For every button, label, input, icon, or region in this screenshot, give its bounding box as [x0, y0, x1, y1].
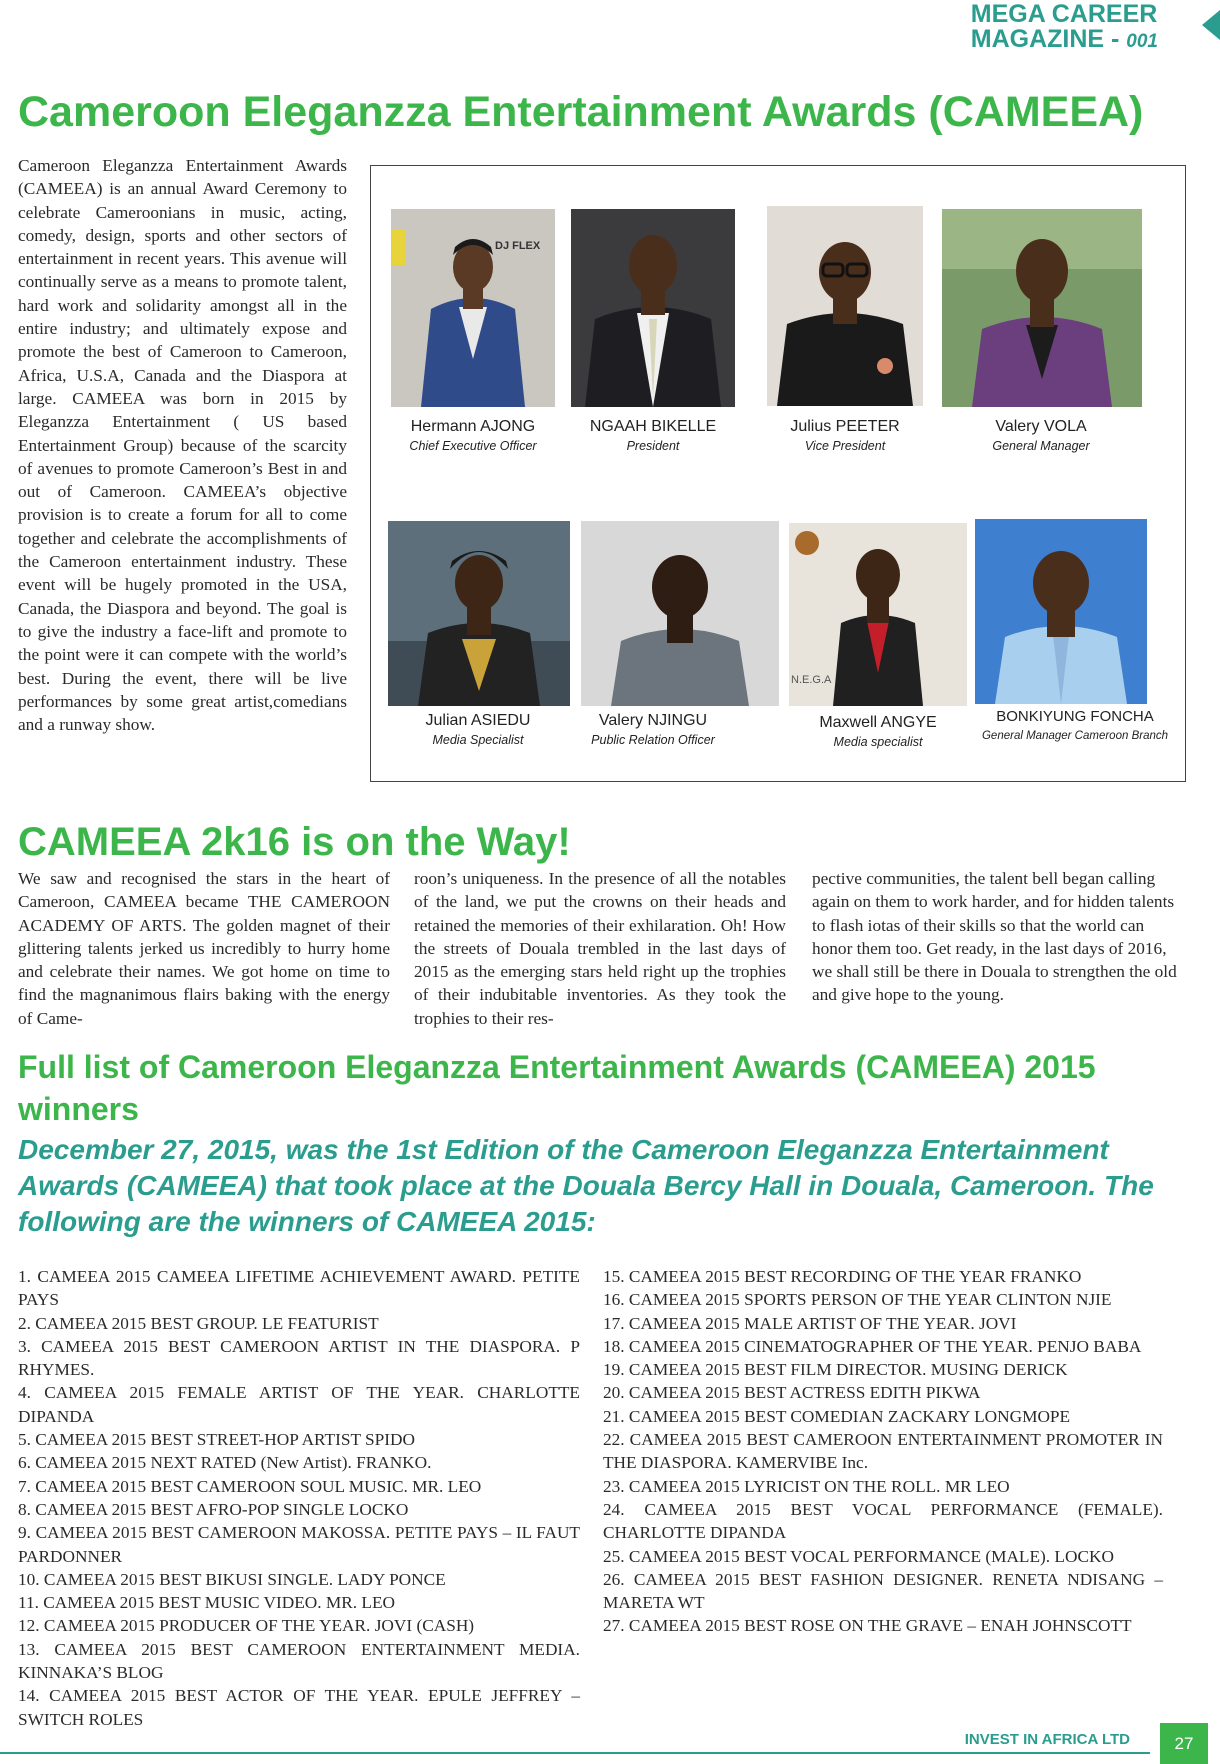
member-photo: [388, 521, 570, 706]
list-item: 8. CAMEEA 2015 BEST AFRO-POP SINGLE LOCKO: [18, 1499, 409, 1519]
list-item: 21. CAMEEA 2015 BEST COMEDIAN ZACKARY LONGMOPE: [603, 1406, 1071, 1426]
member-role: Media specialist: [833, 735, 923, 749]
member-name: Julius PEETER: [790, 418, 900, 435]
magazine-name-line1: MEGA CAREER: [970, 0, 1158, 28]
member-role: General Manager: [992, 439, 1090, 453]
winners-list-title: Full list of Cameroon Eleganzza Entertainment Awards (CAMEEA) 2015 winners: [18, 1049, 1096, 1127]
member-name: Valery NJINGU: [598, 712, 708, 729]
list-item: 14. CAMEEA 2015 BEST ACTOR OF THE YEAR. EPULE JEFFREY – SWITCH ROLES: [18, 1686, 580, 1729]
list-item: 25. CAMEEA 2015 BEST VOCAL PERFORMANCE (MALE). LOCKO: [603, 1546, 1114, 1566]
list-item: 20. CAMEEA 2015 BEST ACTRESS EDITH PIKWA: [603, 1383, 981, 1403]
list-item: 6. CAMEEA 2015 NEXT RATED (New Artist). FRANKO.: [18, 1453, 432, 1473]
list-item: 24. CAMEEA 2015 BEST VOCAL PERFORMANCE (FEMALE). CHARLOTTE DIPANDA: [603, 1499, 1163, 1543]
article-column: roon’s uniqueness. In the presence of all the notables of the land, we put the crowns on their heads and retained the memories of their exhilaration. Oh! How the streets of Douala trembled in the last days of 2015 as the emerging stars held right up the trophies of their indubitable inventories. As they took the trophies to their res-: [414, 869, 786, 1028]
member-photo: [975, 519, 1147, 704]
list-item: 18. CAMEEA 2015 CINEMATOGRAPHER OF THE YEAR. PENJO BABA: [603, 1336, 1142, 1356]
member-role: Chief Executive Officer: [409, 439, 537, 453]
list-item: 2. CAMEEA 2015 BEST GROUP. LE FEATURIST: [18, 1313, 379, 1333]
winners-list-subtitle: December 27, 2015, was the 1st Edition of the Cameroon Eleganzza Entertainment Awards (CAMEEA) that took place at the Douala Bercy Hall in Douala, Cameroon. The following are the winners of CAMEEA 2015:: [18, 1134, 1154, 1237]
list-item: 3. CAMEEA 2015 BEST CAMEROON ARTIST IN THE DIASPORA. P RHYMES.: [18, 1336, 580, 1380]
list-item: 26. CAMEEA 2015 BEST FASHION DESIGNER. RENETA NDISANG – MARETA WT: [603, 1569, 1163, 1613]
list-item: 1. CAMEEA 2015 CAMEEA LIFETIME ACHIEVEMENT AWARD. PETITE PAYS: [18, 1267, 580, 1310]
member-photo: [789, 523, 967, 706]
list-item: 12. CAMEEA 2015 PRODUCER OF THE YEAR. JOVI (CASH): [18, 1616, 475, 1636]
member-role: General Manager Cameroon Branch: [981, 730, 1169, 742]
member-name: Maxwell ANGYE: [819, 714, 937, 731]
list-item: 16. CAMEEA 2015 SPORTS PERSON OF THE YEAR CLINTON NJIE: [603, 1290, 1112, 1310]
list-item: 5. CAMEEA 2015 BEST STREET-HOP ARTIST SPIDO: [18, 1430, 415, 1450]
team-panel: [370, 165, 1186, 782]
member-name: Julian ASIEDU: [425, 712, 531, 729]
list-item: 10. CAMEEA 2015 BEST BIKUSI SINGLE. LADY PONCE: [18, 1569, 446, 1589]
winners-list-right: [603, 1265, 1163, 1638]
member-photo: [581, 521, 779, 706]
article-column: pective communities, the talent bell began calling again on them to work harder, and for hidden talents to flash iotas of their skills so that the world can honor them too. Get ready, in the last days of 2016, we shall still be there in Douala to strengthen the old and give hope to the young.: [812, 869, 1177, 1005]
list-item: 11. CAMEEA 2015 BEST MUSIC VIDEO. MR. LEO: [18, 1593, 396, 1613]
list-item: 23. CAMEEA 2015 LYRICIST ON THE ROLL. MR LEO: [603, 1476, 1010, 1496]
member-photo: [767, 206, 923, 406]
list-item: 15. CAMEEA 2015 BEST RECORDING OF THE YEAR FRANKO: [603, 1267, 1082, 1286]
header-arrow-icon: [1202, 10, 1220, 40]
magazine-name-line2: MAGAZINE - 001: [970, 25, 1158, 53]
nega-awards-sign: N.E.G.A: [791, 674, 832, 686]
member-name: BONKIYUNG FONCHA: [996, 708, 1154, 725]
member-role: Public Relation Officer: [591, 733, 715, 747]
member-role: President: [626, 439, 680, 453]
page-title: Cameroon Eleganzza Entertainment Awards (CAMEEA): [18, 88, 1144, 136]
member-name: Hermann AJONG: [410, 418, 536, 435]
list-item: 17. CAMEEA 2015 MALE ARTIST OF THE YEAR. JOVI: [603, 1313, 1017, 1333]
list-item: 7. CAMEEA 2015 BEST CAMEROON SOUL MUSIC. MR. LEO: [18, 1476, 482, 1496]
member-photo: [942, 209, 1142, 407]
issue-number: 001: [1126, 31, 1158, 52]
winners-list-left: [18, 1265, 580, 1731]
list-item: 4. CAMEEA 2015 FEMALE ARTIST OF THE YEAR. CHARLOTTE DIPANDA: [18, 1383, 580, 1426]
article-column: We saw and recognised the stars in the heart of Cameroon, CAMEEA became THE CAMEROON ACADEMY OF ARTS. The golden magnet of their glittering talents jerked us incredibly to hurry home and celebrate their names. We got home on time to find the magnanimous flairs baking with the energy of Came-: [18, 869, 390, 1028]
member-name: NGAAH BIKELLE: [589, 418, 717, 435]
footer-divider: [0, 1752, 1150, 1754]
list-item: 13. CAMEEA 2015 BEST CAMEROON ENTERTAINMENT MEDIA. KINNAKA’S BLOG: [18, 1639, 580, 1683]
footer-brand: INVEST IN AFRICA LTD: [964, 1731, 1130, 1748]
member-name: Valery VOLA: [995, 418, 1087, 435]
dj-flex-logo: DJ FLEX: [495, 240, 541, 252]
member-role: Media Specialist: [432, 733, 524, 747]
page-number: 27: [1160, 1723, 1208, 1764]
list-item: 22. CAMEEA 2015 BEST CAMEROON ENTERTAINMENT PROMOTER IN THE DIASPORA. KAMERVIBE Inc.: [603, 1430, 1163, 1473]
member-photo: [571, 209, 735, 407]
member-photo: [391, 209, 555, 407]
intro-paragraph: Cameroon Eleganzza Entertainment Awards (CAMEEA) is an annual Award Ceremony to celebrate Cameroonians in music, acting, comedy, design, sports and other sectors of entertainment in recent years. This avenue will continually serve as a means to promote talent, hard work and solidarity amongst all in the entire industry; and ultimately expose and promote the best of Cameroon to Cameroon, Africa, U.S.A, Canada and the Diaspora at large. CAMEEA was born in 2015 by Eleganzza Entertainment ( US based Entertainment Group) because of the scarcity of avenues to promote Cameroon’s Best in and out of Cameroon. CAMEEA’s objective provision is to create a forum for all to come together and celebrate the accomplishments of the Cameroon entertainment industry. These event will be hugely promoted in the USA, Canada, the Diaspora and beyond. The goal is to give the industry a face-lift and promote to the point were it can compete with the world’s best. During the event, there will be live performances by some great artist,comedians and a runway show.: [18, 156, 347, 735]
list-item: 19. CAMEEA 2015 BEST FILM DIRECTOR. MUSING DERICK: [603, 1360, 1068, 1380]
list-item: 9. CAMEEA 2015 BEST CAMEROON MAKOSSA. PETITE PAYS – IL FAUT PARDONNER: [18, 1523, 580, 1566]
list-item: 27. CAMEEA 2015 BEST ROSE ON THE GRAVE – ENAH JOHNSCOTT: [603, 1616, 1132, 1636]
magazine-header: [971, 2, 1158, 54]
section-title: CAMEEA 2k16 is on the Way!: [18, 820, 571, 864]
member-role: Vice President: [804, 439, 886, 453]
